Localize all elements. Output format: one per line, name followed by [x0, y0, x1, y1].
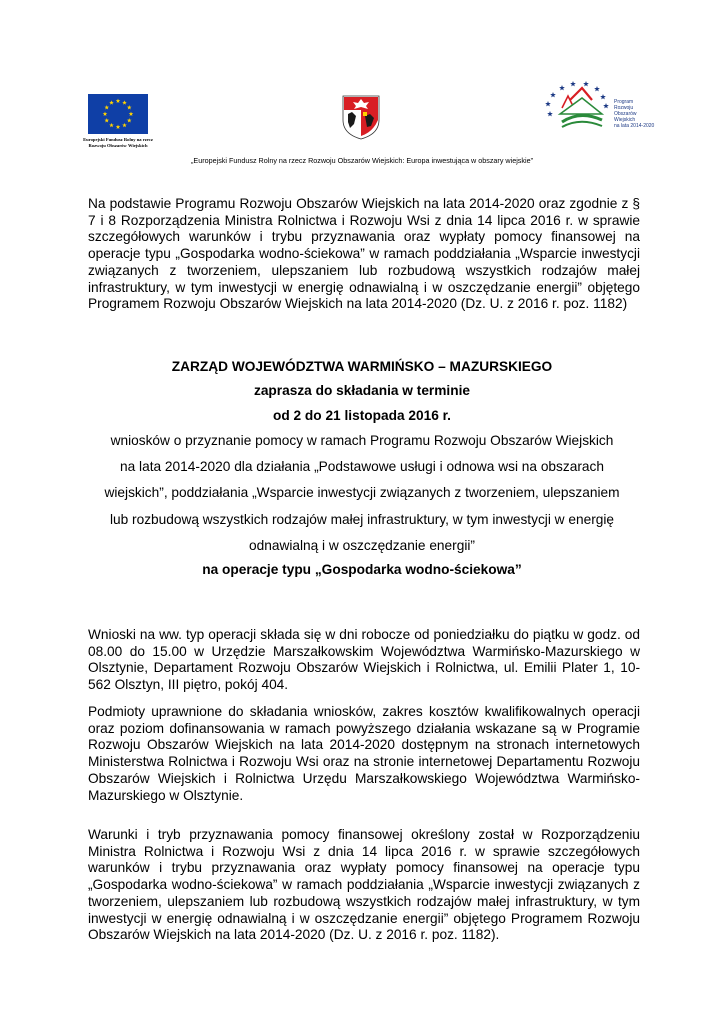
announcement-body-line: wiejskich”, poddziałania „Wsparcie inwestycji związanych z tworzeniem, ulepszaniem	[104, 485, 620, 501]
prow-text-line: Wiejskich	[614, 117, 636, 123]
prow-star-icon	[545, 101, 551, 106]
eu-caption-line: Europejski Fundusz Rolny na rzecz	[83, 137, 153, 142]
prow-logo-text	[614, 99, 654, 129]
eu-flag-icon	[88, 94, 148, 134]
prow-star-icon	[570, 81, 576, 86]
announcement-body-line: odnawialną i w oszczędzanie energii”	[249, 537, 475, 553]
prow-text-line: Obszarów	[614, 111, 637, 117]
prow-text-line: Program	[614, 99, 634, 105]
announcement-body-line: wniosków o przyznanie pomocy w ramach Programu Rozwoju Obszarów Wiejskich	[110, 433, 614, 448]
eu-caption	[80, 137, 156, 148]
prow-star-icon	[583, 81, 589, 86]
prow-star-icon	[550, 92, 556, 97]
paragraph-submission: Wnioski na ww. typ operacji składa się w dni robocze od poniedziałku do piątku w godz. od 08.00 do 15.00 w Urzędzie Marszałkowskim Województwa Warmińsko-Mazurskiego w Olsztynie, Departament Rozwoju Obszarów Wiejskich i Rolnictwa, ul. Emilii Plater 1, 10-562 Olsztyn, III piętro, pokój 404.	[88, 627, 640, 693]
eu-caption-line: Rozwoju Obszarów Wiejskich	[88, 142, 148, 148]
announcement-heading: ZARZĄD WOJEWÓDZTWA WARMIŃSKO – MAZURSKIEGO	[171, 359, 553, 374]
intro-paragraph: Na podstawie Programu Rozwoju Obszarów Wiejskich na lata 2014-2020 oraz zgodnie z § 7 i 8 Rozporządzenia Ministra Rolnictwa i Rozwoju Wsi z dnia 14 lipca 2016 r. w sprawie szczegółowych warunków i trybu przyznawania oraz wypłaty pomocy finansowej na operacje typu „Gospodarka wodno-ściekowa” w ramach poddziałania „Wsparcie inwestycji związanych z tworzeniem, ulepszaniem lub rozbudową wszystkich rodzajów małej infrastruktury, w tym inwestycji w energię odnawialną i w oszczędzanie energii” objętego Programem Rozwoju Obszarów Wiejskich na lata 2014-2020 (Dz. U. z 2016 r. poz. 1182)	[88, 196, 640, 312]
prow-star-icon	[594, 86, 600, 91]
prow-star-icon	[559, 85, 565, 90]
announcement-invite: zaprasza do składania w terminie	[253, 383, 471, 398]
announcement-body-line: lub rozbudową wszystkich rodzajów małej infrastruktury, w tym inwestycji w energię	[109, 511, 615, 527]
eu-logo	[80, 94, 160, 148]
paragraph-eligibility: Podmioty uprawnione do składania wniosków, zakres kosztów kwalifikowalnych operacji oraz poziom dofinansowania w ramach powyższego działania wskazane są w Programie Rozwoju Obszarów Wiejskich na lata 2014-2020 dostępnym na stronach internetowych Ministerstwa Rolnictwa i Rozwoju Wsi oraz na stronie internetowej Departamentu Rozwoju Obszarów Wiejskich i Rolnictwa Urzędu Marszałkowskiego Województwa Warmińsko-Mazurskiego w Olsztynie.	[88, 704, 640, 803]
announcement-dates: od 2 do 21 listopada 2016 r.	[272, 408, 451, 423]
prow-text-line: na lata 2014-2020	[614, 123, 655, 129]
prow-star-icon	[547, 111, 553, 116]
prow-star-icon	[603, 103, 609, 108]
prow-star-icon	[600, 94, 606, 99]
operation-type: na operacje typu „Gospodarka wodno-ściekowa”	[202, 562, 522, 577]
paragraph-conditions: Warunki i tryb przyznawania pomocy finansowej określony został w Rozporządzeniu Ministra Rolnictwa i Rozwoju Wsi z dnia 14 lipca 2016 r. w sprawie szczegółowych warunków i trybu przyznawania oraz wypłaty pomocy finansowej na operacje typu „Gospodarka wodno-ściekowa” w ramach poddziałania „Wsparcie inwestycji związanych z tworzeniem, ulepszaniem lub rozbudową wszystkich rodzajów małej infrastruktury, w tym inwestycji w energię odnawialną i w oszczędzanie energii” objętego Programem Rozwoju Obszarów Wiejskich na lata 2014-2020 (Dz. U. z 2016 r. poz. 1182).	[88, 827, 640, 943]
prow-text-line: Rozwoju	[614, 105, 634, 111]
announcement-body-line: na lata 2014-2020 dla działania „Podstawowe usługi i odnowa wsi na obszarach	[120, 459, 604, 475]
voivodeship-crest-icon	[341, 94, 381, 140]
announcement-body	[0, 428, 724, 559]
slogan: „Europejski Fundusz Rolny na rzecz Rozwoju Obszarów Wiejskich: Europa inwestująca w obszary wiejskie”	[191, 156, 533, 165]
